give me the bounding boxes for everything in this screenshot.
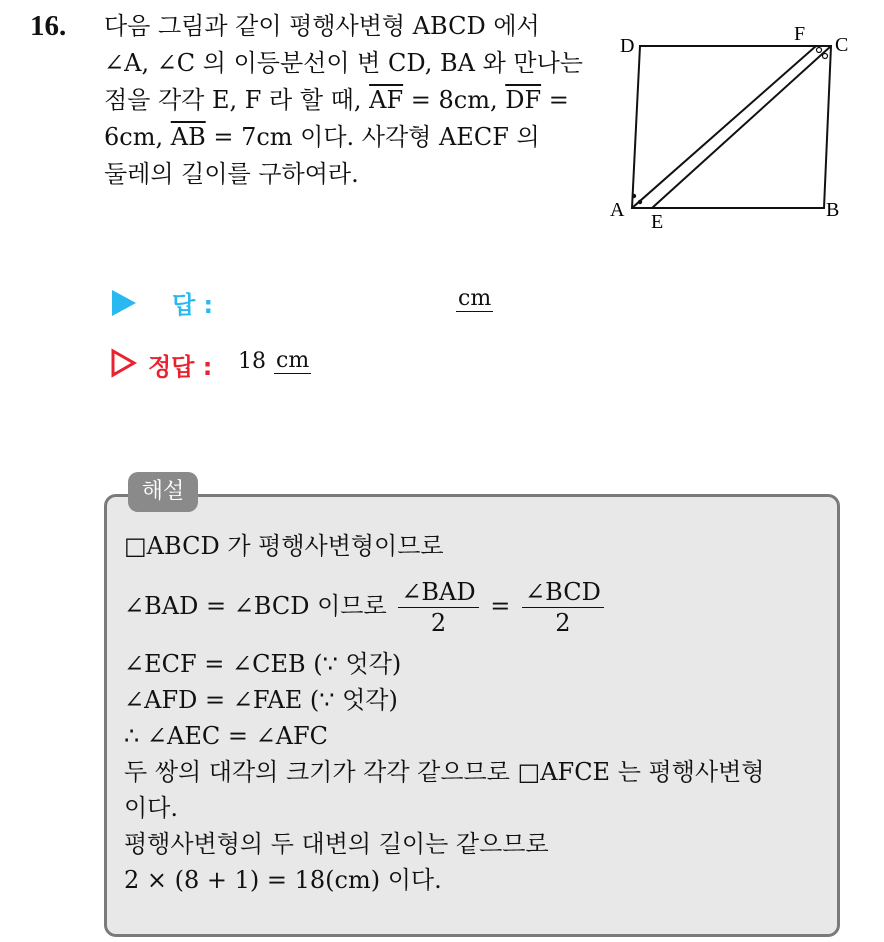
label-d: D <box>620 35 635 57</box>
correct-value: 18 <box>238 349 266 374</box>
outline-triangle-icon <box>110 348 138 378</box>
answer-row <box>110 284 510 320</box>
angle-mark-c <box>817 48 822 53</box>
angle-mark-a <box>632 194 636 198</box>
label-a: A <box>610 199 625 221</box>
text-segment: 6cm, <box>104 123 171 151</box>
fraction-bad <box>398 577 478 638</box>
solution-line-2 <box>124 570 764 642</box>
solution-line-1: □ABCD 가 평행사변형이므로 <box>124 532 444 560</box>
question-line <box>104 45 582 82</box>
solution-line-2-lhs: ∠BAD = ∠BCD 이므로 <box>124 592 387 620</box>
solution-tab: 해설 <box>128 472 198 512</box>
overline-segment: $\overline{AF}$ <box>369 86 404 114</box>
overline-segment: $\overline{AB}$ <box>170 123 206 151</box>
text-segment: 다음 그림과 같이 평행사변형 ABCD 에서 <box>104 12 540 40</box>
text-segment: 둘레의 길이를 구하여라. <box>104 160 359 188</box>
solution-line-9: 2 × (8 + 1) = 18(cm) 이다. <box>124 866 442 894</box>
question-text <box>104 8 582 193</box>
answer-unit: cm <box>458 286 492 311</box>
text-segment: = 8cm, <box>403 86 506 114</box>
fraction-denominator: 2 <box>555 609 571 637</box>
equals-sign: = <box>490 592 511 620</box>
solution-line-7: 이다. <box>124 794 178 822</box>
parallelogram-figure <box>606 18 856 228</box>
solution-line-6: 두 쌍의 대각의 크기가 각각 같으므로 □AFCE 는 평행사변형 <box>124 758 765 786</box>
text-segment: = <box>541 86 569 114</box>
bisector-cf <box>652 46 831 208</box>
label-b: B <box>826 199 840 221</box>
solution-line-3: ∠ECF = ∠CEB (∵ 엇각) <box>124 650 402 678</box>
solution-line-5: ∴ ∠AEC = ∠AFC <box>124 722 329 750</box>
solution-line-4: ∠AFD = ∠FAE (∵ 엇각) <box>124 686 398 714</box>
parallelogram-abcd <box>632 46 831 208</box>
label-f: F <box>794 23 806 45</box>
angle-mark-a2 <box>638 200 642 204</box>
bisector-ae <box>632 46 816 208</box>
fraction-numerator: ∠BAD <box>398 577 478 608</box>
fraction-numerator: ∠BCD <box>522 577 604 608</box>
fraction-bcd <box>522 577 604 638</box>
solution-line-8: 평행사변형의 두 대변의 길이는 같으므로 <box>124 830 549 858</box>
text-segment: ∠A, ∠C 의 이등분선이 변 CD, BA 와 만나는 <box>104 49 583 77</box>
angle-mark-c2 <box>823 54 828 59</box>
solution-text <box>124 528 764 898</box>
fraction-denominator: 2 <box>430 609 447 637</box>
correct-answer-row <box>110 346 410 382</box>
overline-segment: $\overline{DF}$ <box>505 86 542 114</box>
text-segment: = 7cm 이다. 사각형 AECF 의 <box>205 123 540 151</box>
question-line <box>104 82 582 119</box>
question-line <box>104 156 582 193</box>
question-line <box>104 119 582 156</box>
question-line <box>104 8 582 45</box>
play-triangle-icon <box>112 290 136 316</box>
correct-unit: cm <box>276 348 310 373</box>
question-number: 16. <box>30 10 67 42</box>
label-c: C <box>835 34 849 56</box>
correct-label: 정답 : <box>148 353 213 381</box>
text-segment: 점을 각각 E, F 라 할 때, <box>104 86 370 114</box>
answer-label: 답 : <box>172 291 214 319</box>
label-e: E <box>651 211 664 228</box>
